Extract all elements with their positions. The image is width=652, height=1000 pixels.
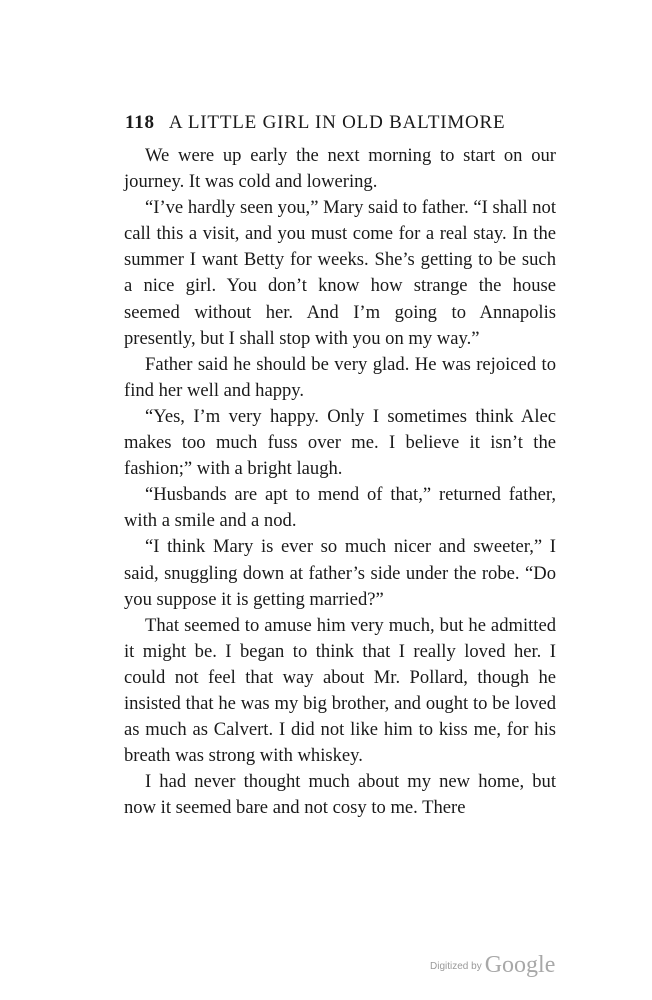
google-logo: Google	[484, 952, 556, 978]
paragraph: “Yes, I’m very happy. Only I sometimes think Alec makes too much fuss over me. I believe it isn’t the fashion;” with a bright laugh.	[124, 405, 556, 480]
running-title: A LITTLE GIRL IN OLD BALTIMORE	[168, 112, 506, 133]
paragraph: We were up early the next morning to start on our journey. It was cold and lowering.	[124, 145, 556, 193]
paragraph: That seemed to amuse him very much, but he admitted it might be. I began to think that I really loved her. I could not feel that way about Mr. Pollard, though he insisted that he was my big brother, and ought to be loved as much as Calvert. I did not like him to kiss me, for his breath was strong with whiskey.	[124, 614, 556, 767]
paragraph: “Husbands are apt to mend of that,” returned father, with a smile and a nod.	[124, 484, 556, 532]
running-head	[125, 112, 565, 134]
digitized-by-label: Digitized by	[430, 961, 482, 972]
paragraph: “I’ve hardly seen you,” Mary said to father. “I shall not call this a visit, and you must come for a real stay. In the summer I want Betty for weeks. She’s getting to be such a nice girl. You don’t know how strange the house seemed without her. And I’m going to Annapolis presently, but I shall stop with you on my way.”	[124, 197, 556, 349]
paragraph: Father said he should be very glad. He was rejoiced to find her well and happy.	[124, 353, 556, 401]
paragraph: I had never thought much about my new home, but now it seemed bare and not cosy to me. There	[124, 771, 556, 819]
page-number: 118	[125, 112, 155, 133]
paragraph: “I think Mary is ever so much nicer and sweeter,” I said, snuggling down at father’s side under the robe. “Do you suppose it is getting married?”	[124, 536, 556, 610]
digitized-watermark	[430, 952, 555, 979]
body-text	[124, 143, 556, 821]
